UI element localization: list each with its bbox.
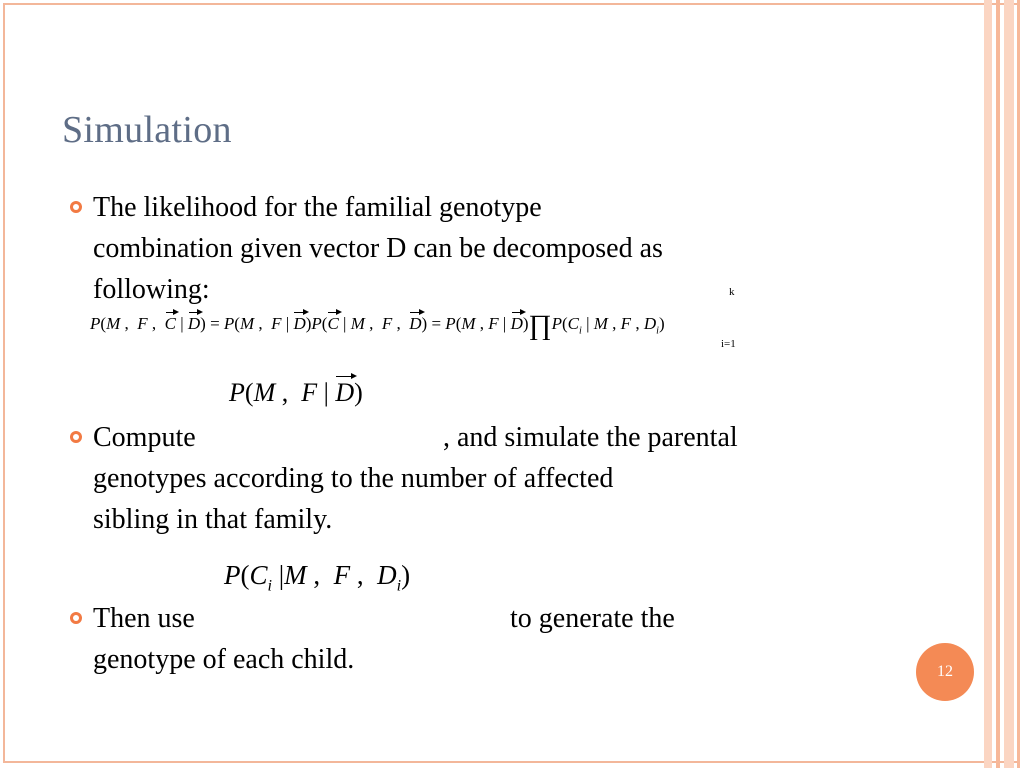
- bullet-1-line-2: combination given vector D can be decomposed as: [93, 233, 663, 264]
- decorative-stripes: [978, 0, 1024, 768]
- stripe: [984, 0, 992, 768]
- product-lower-limit: i=1: [721, 338, 736, 350]
- bullet-1-line-3: following:: [93, 274, 210, 305]
- bullet-2-line-1-start: Compute: [93, 422, 196, 453]
- bullet-icon: [70, 201, 82, 213]
- decomposition-formula: P(M , F , C | D) = P(M , F | D)P(C | M , F , D) = P(M , F | $D)\prod P(C_i$ | M , F , $D_i$): [90, 310, 665, 341]
- product-upper-limit: k: [729, 286, 735, 298]
- bullet-2-line-1-end: , and simulate the parental: [443, 422, 738, 453]
- bullet-3-line-1-start: Then use: [93, 603, 195, 634]
- stripe: [996, 0, 1000, 768]
- bullet-2-line-2: genotypes according to the number of affected: [93, 463, 614, 494]
- bullet-3-line-2: genotype of each child.: [93, 644, 355, 675]
- bullet-3-line-1-end: to generate the: [510, 603, 675, 634]
- bullet-1-line-1: The likelihood for the familial genotype: [93, 192, 542, 223]
- stripe: [1004, 0, 1014, 768]
- parental-formula: P(M , F | D): [229, 378, 363, 407]
- bullet-icon: [70, 431, 82, 443]
- bullet-2-line-3: sibling in that family.: [93, 504, 333, 535]
- bullet-icon: [70, 612, 82, 624]
- slide-title: Simulation: [62, 109, 232, 151]
- stripe: [1017, 0, 1020, 768]
- page-number-badge: 12: [916, 643, 974, 701]
- child-formula: $P(C_i$ |M , F , $D_i$): [224, 560, 411, 595]
